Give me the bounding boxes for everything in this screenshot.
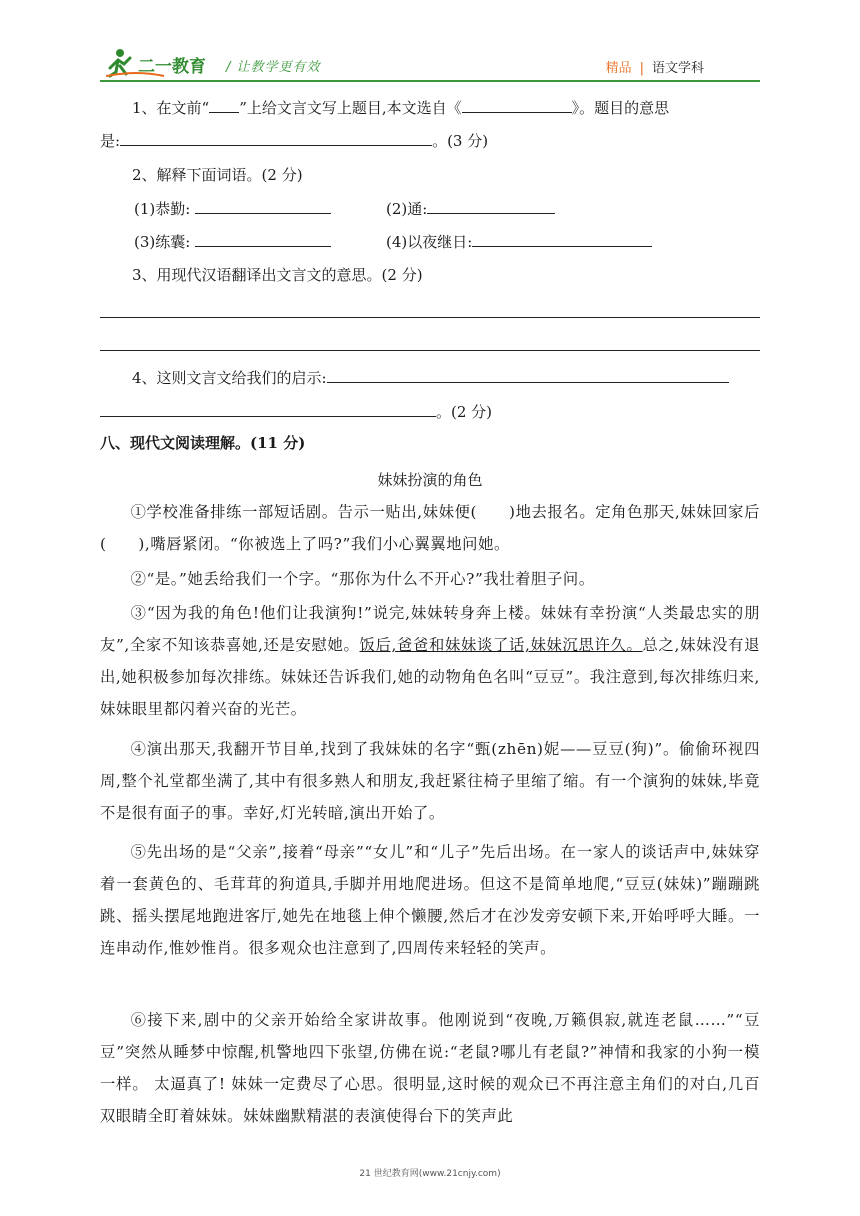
answer-blank-inspiration[interactable]: [327, 368, 729, 383]
logo: [106, 46, 226, 80]
paragraph-5: ⑤先出场的是“父亲”,接着“母亲”“女儿”和“儿子”先后出场。在一家人的谈话声中,妹妹穿着一套黄色的、毛茸茸的狗道具,手脚并用地爬进场。但这不是简单地爬,“豆豆(妹妹)”蹦蹦跳跳、摇头摆尾地跑进客厅,她先在地毯上伸个懒腰,然后才在沙发旁安顿下来,开始呼呼大睡。一连串动作,惟妙惟肖。很多观众也注意到了,四周传来轻轻的笑声。: [100, 843, 760, 957]
question-2: 2、解释下面词语。(2 分): [132, 166, 303, 184]
header-subject: [606, 57, 704, 76]
section-title: 八、现代文阅读理解。(11 分): [100, 434, 306, 452]
underlined-sentence: 饭后,爸爸和妹妹谈了话,妹妹沉思许久。: [359, 636, 643, 654]
term-4: (4)以夜继日:: [386, 232, 652, 252]
answer-blank-title[interactable]: [209, 98, 239, 113]
paragraph-4: ④演出那天,我翻开节目单,找到了我妹妹的名字“甄(zhēn)妮——豆豆(狗)”。偷偷环视四周,整个礼堂都坐满了,其中有很多熟人和朋友,我赶紧往椅子里缩了缩。有一个演狗的妹妹,毕竟不是很有面子的事。幸好,灯光转暗,演出开始了。: [100, 740, 760, 822]
answer-blank-inspiration-2[interactable]: [100, 402, 436, 417]
page-footer: 21 世纪教育网(www.21cnjy.com): [359, 1169, 501, 1179]
answer-line-2[interactable]: [100, 350, 760, 351]
question-4-line-2: 。(2 分): [100, 402, 492, 422]
answer-line-1[interactable]: [100, 317, 760, 318]
answer-blank-term-1[interactable]: [195, 199, 331, 214]
header-divider: [100, 80, 760, 82]
paragraph-1: ①学校准备排练一部短话剧。告示一贴出,妹妹便( )地去报名。定角色那天,妹妹回家后( ),嘴唇紧闭。“你被选上了吗?”我们小心翼翼地问她。: [100, 503, 760, 553]
question-4: 4、这则文言文给我们的启示:: [132, 368, 729, 388]
paragraph-6: ⑥接下来,剧中的父亲开始给全家讲故事。他刚说到“夜晚,万籁俱寂,就连老鼠……”“豆豆”突然从睡梦中惊醒,机警地四下张望,仿佛在说:“老鼠?哪儿有老鼠?”神情和我家的小狗一模一样。 太逼真了! 妹妹一定费尽了心思。很明显,这时候的观众已不再注意主角们的对白,几百双眼睛全盯着妹妹。妹妹幽默精湛的表演使得台下的笑声此: [100, 1011, 760, 1125]
premium-label: 精品: [605, 61, 632, 76]
logo-text: 二一教育: [138, 57, 206, 77]
question-1-line-1: 1、在文前“ ”上给文言文写上题目,本文选自《 》。题目的意思: [132, 99, 670, 117]
question-1-line-2: 是: 。(3 分): [100, 132, 489, 150]
answer-blank-term-2[interactable]: [427, 199, 555, 214]
paragraph-3: ③“因为我的角色!他们让我演狗!”说完,妹妹转身奔上楼。妹妹有幸扮演“人类最忠实的朋友”,全家不知该恭喜她,还是安慰她。饭后,爸爸和妹妹谈了话,妹妹沉思许久。总之,妹妹没有退出,她积极参加每次排练。妹妹还告诉我们,她的动物角色名叫“豆豆”。我注意到,每次排练归来,妹妹眼里都闪着兴奋的光芒。: [100, 604, 760, 718]
paragraph-2: ②“是。”她丢给我们一个字。“那你为什么不开心?”我壮着胆子问。: [130, 570, 595, 588]
term-3: (3)练囊:: [134, 232, 331, 252]
term-2: (2)通:: [386, 199, 555, 219]
answer-blank-source[interactable]: [462, 98, 572, 113]
slogan: / 让教学更有效: [226, 60, 321, 75]
header-separator: |: [639, 61, 644, 76]
answer-blank-term-3[interactable]: [195, 232, 331, 247]
term-1: (1)恭勤:: [134, 199, 331, 219]
answer-blank-term-4[interactable]: [472, 232, 652, 247]
question-3: 3、用现代汉语翻译出文言文的意思。(2 分): [132, 266, 423, 284]
answer-blank-meaning[interactable]: [120, 131, 432, 146]
page-header: [0, 0, 860, 88]
subject-label: 语文学科: [651, 61, 704, 76]
story-title: 妹妹扮演的角色: [377, 471, 483, 489]
